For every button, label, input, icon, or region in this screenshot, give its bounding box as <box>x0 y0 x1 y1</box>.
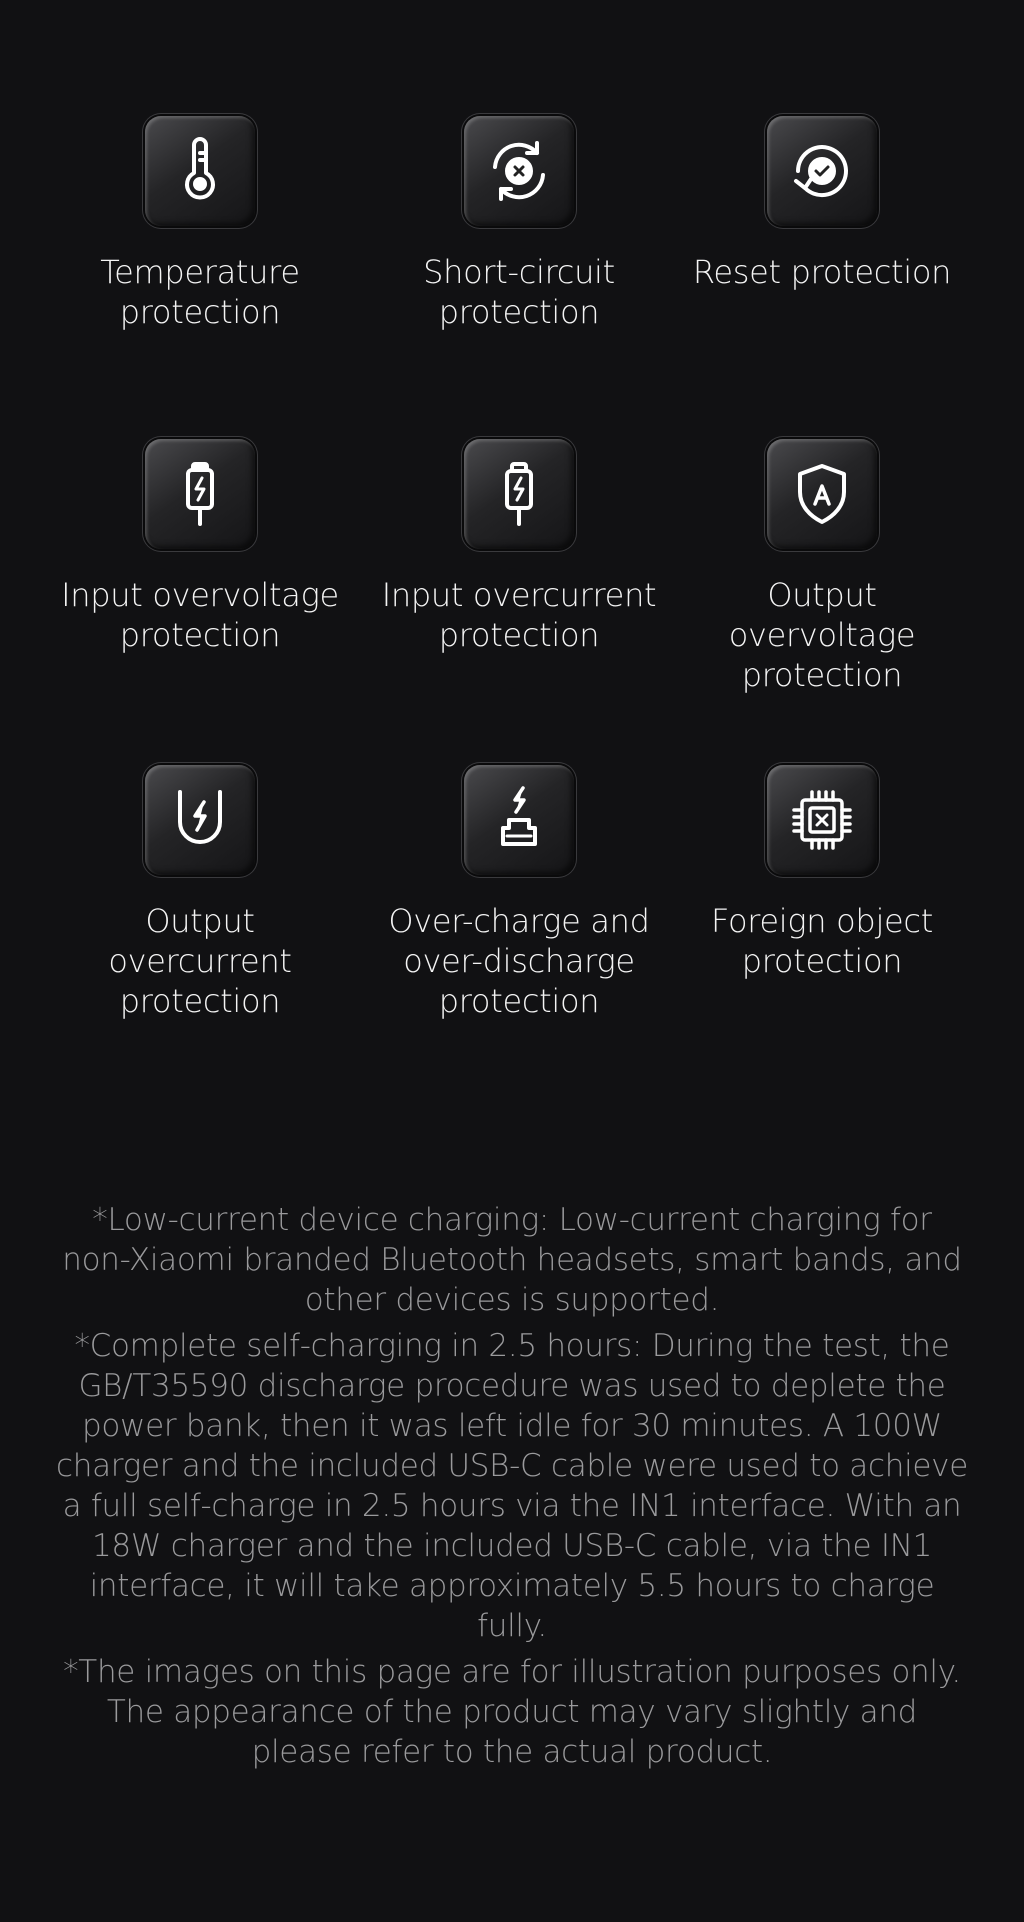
feature-label: Output overvoltage protection <box>728 576 916 694</box>
footnotes <box>55 1200 969 1778</box>
feature-label: Output overcurrent protection <box>108 902 292 1020</box>
foreign-object-icon-tile <box>767 765 877 875</box>
charge-discharge-icon-tile <box>464 765 574 875</box>
reset-check-icon <box>782 131 862 211</box>
footnote-illustration-disclaimer: *The images on this page are for illustration purposes only. The appearance of the product may vary slightly and please refer to the actual product. <box>63 1654 961 1770</box>
input-overcurrent-icon-tile <box>464 439 574 549</box>
footnote-self-charging-time: *Complete self-charging in 2.5 hours: During the test, the GB/T35590 discharge procedure was used to deplete the power bank, then it was left idle for 30 minutes. A 100W charger and the included USB-C cable were used to achieve a full self-charge in 2.5 hours via the IN1 interface. With an 18W charger and the included USB-C cable, via the IN1 interface, it will take approximately 5.5 hours to charge fully. <box>55 1328 968 1644</box>
battery-input-current-icon <box>479 454 559 534</box>
chip-x-icon <box>782 780 862 860</box>
output-overcurrent-icon-tile <box>145 765 255 875</box>
output-overvoltage-icon-tile <box>767 439 877 549</box>
thermometer-icon <box>160 131 240 211</box>
feature-label: Temperature protection <box>100 253 300 331</box>
battery-input-voltage-icon <box>160 454 240 534</box>
short-circuit-icon <box>479 131 559 211</box>
feature-label: Input overcurrent protection <box>381 576 657 654</box>
u-bolt-icon <box>160 780 240 860</box>
footnote-low-current-charging: *Low-current device charging: Low-current charging for non-Xiaomi branded Bluetooth headsets, smart bands, and other devices is supported. <box>62 1202 962 1318</box>
feature-label: Over-charge and over-discharge protection <box>388 902 650 1020</box>
charge-discharge-icon <box>479 780 559 860</box>
temperature-icon-tile <box>145 116 255 226</box>
feature-label: Input overvoltage protection <box>61 576 339 654</box>
shield-a-icon <box>782 454 862 534</box>
short-circuit-icon-tile <box>464 116 574 226</box>
reset-icon-tile <box>767 116 877 226</box>
input-overvoltage-icon-tile <box>145 439 255 549</box>
feature-label: Short-circuit protection <box>423 253 615 331</box>
feature-label: Foreign object protection <box>711 902 933 980</box>
feature-label: Reset protection <box>692 253 952 291</box>
